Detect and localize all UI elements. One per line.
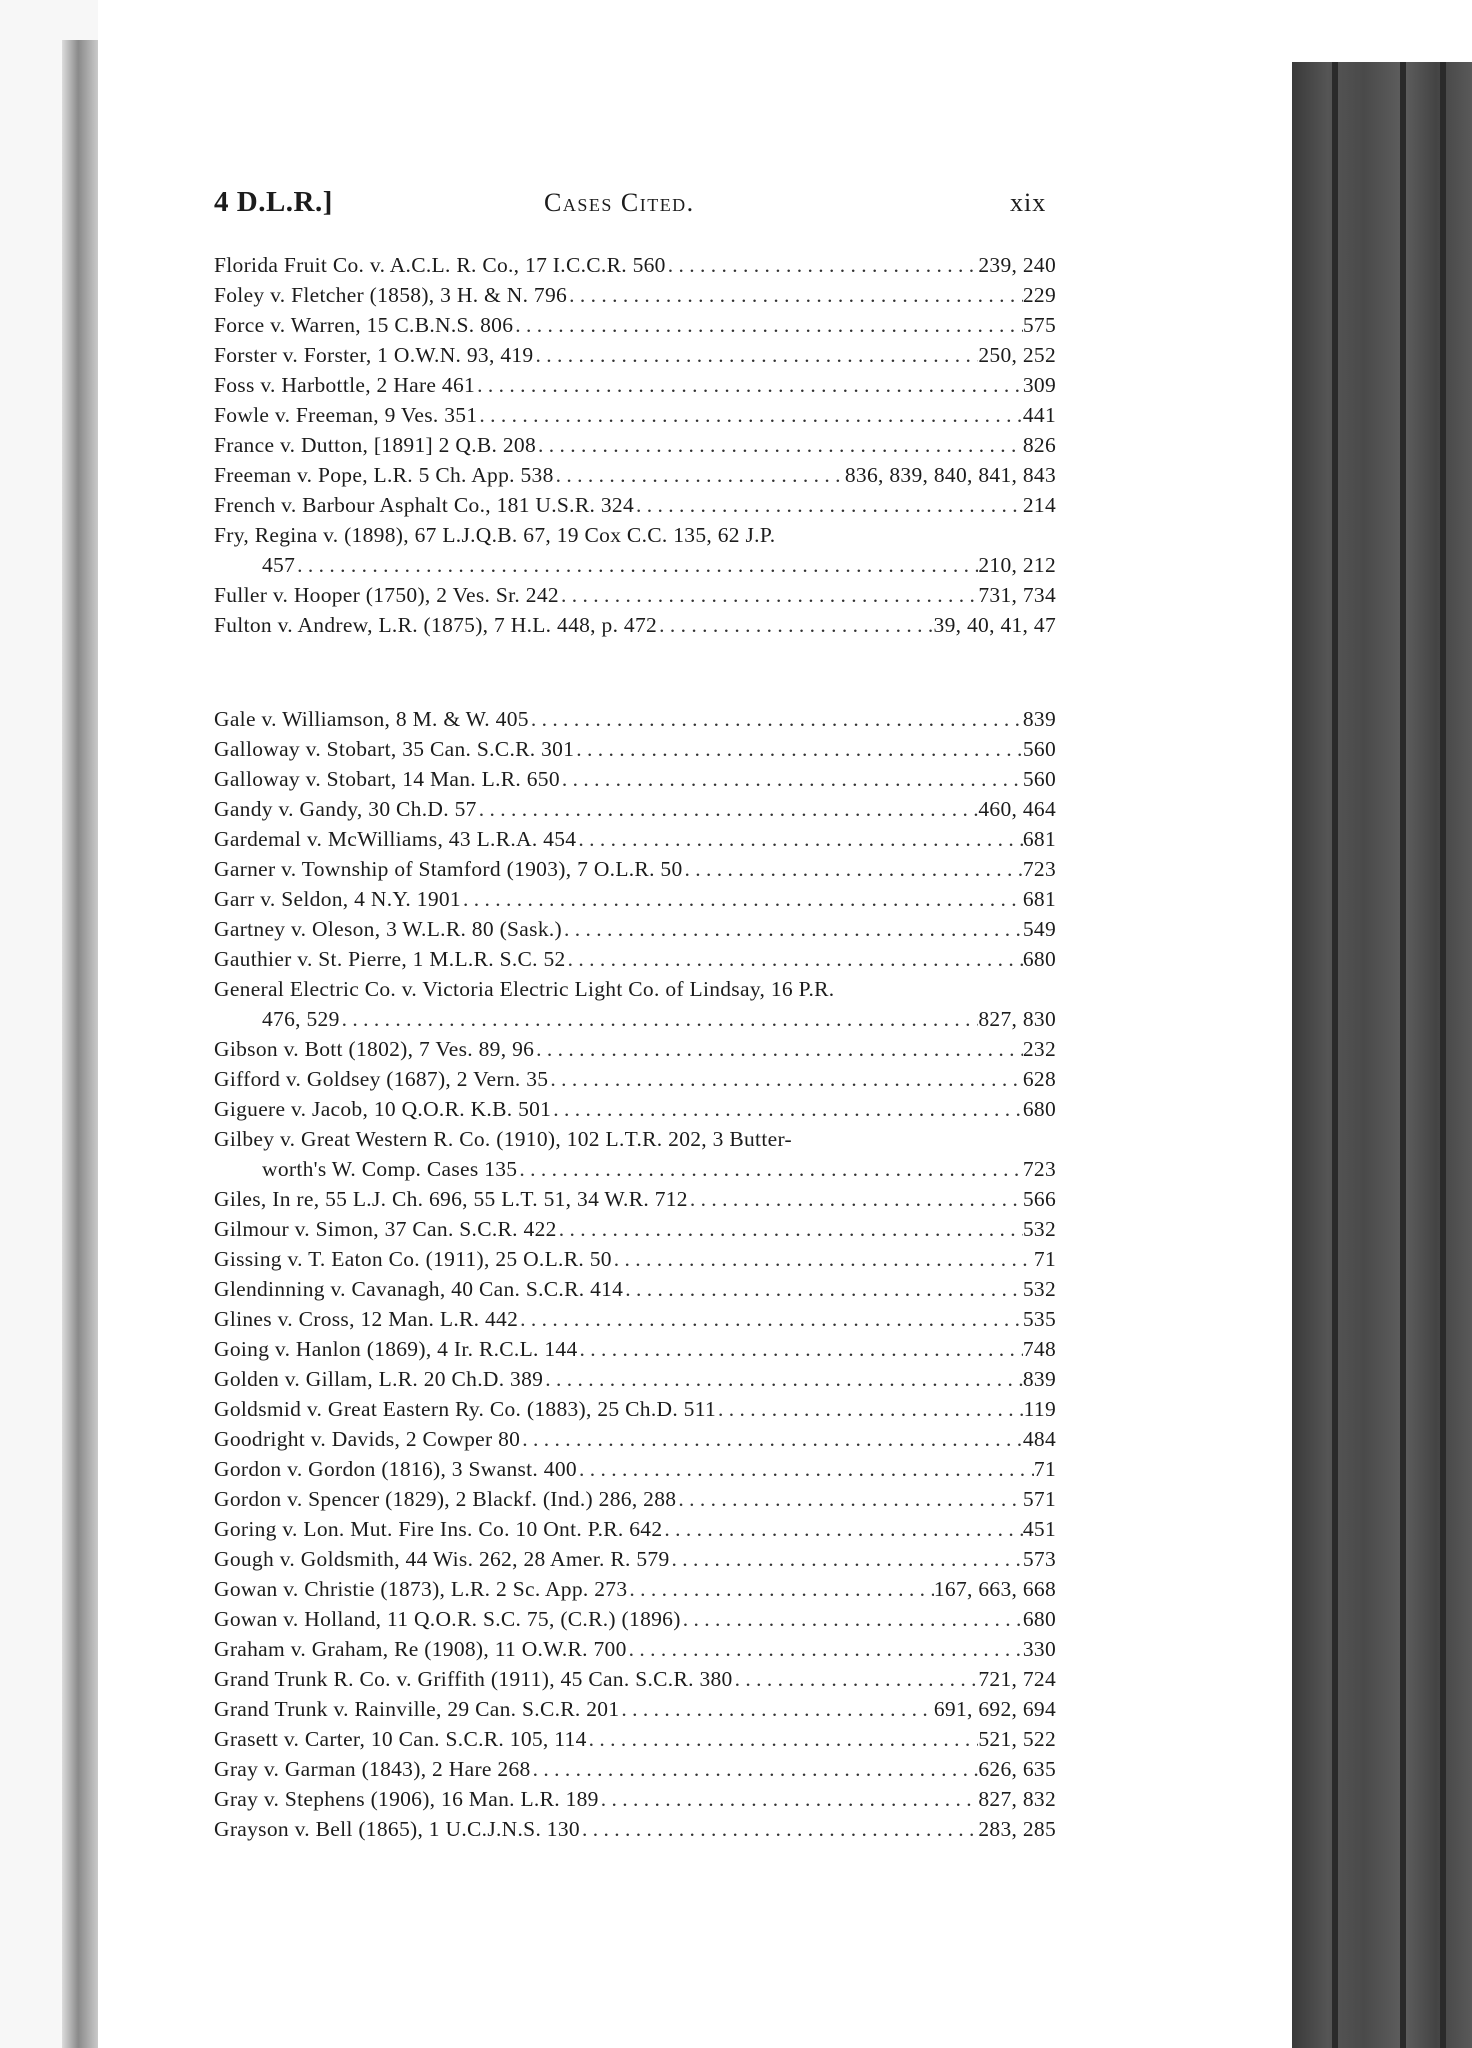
case-name: Gauthier v. St. Pierre, 1 M.L.R. S.C. 52 — [214, 947, 566, 971]
case-name: Gray v. Garman (1843), 2 Hare 268 — [214, 1757, 531, 1781]
dot-leader — [475, 370, 1023, 400]
citation-entry — [214, 764, 1056, 794]
volume-reference: 4 D.L.R.] — [214, 186, 333, 218]
case-name: Gowan v. Christie (1873), L.R. 2 Sc. App. 273 — [214, 1577, 628, 1601]
citation-entry — [214, 1244, 1056, 1274]
dot-leader — [533, 340, 978, 370]
citation-entry — [214, 914, 1056, 944]
case-name: Foley v. Fletcher (1858), 3 H. & N. 796 — [214, 283, 568, 307]
citation-list-g — [214, 704, 1056, 1844]
dot-leader — [461, 884, 1023, 914]
page-references: 626, 635 — [978, 1757, 1056, 1781]
case-name: Gilbey v. Great Western R. Co. (1910), 102 L.T.R. 202, 3 Butter- — [214, 1127, 792, 1151]
citation-entry — [214, 250, 1056, 280]
case-name: Forster v. Forster, 1 O.W.N. 93, 419 — [214, 343, 534, 367]
book-edge — [1292, 0, 1472, 2048]
case-name: Garr v. Seldon, 4 N.Y. 1901 — [214, 887, 461, 911]
citation-entry — [214, 704, 1056, 734]
citation-entry — [214, 734, 1056, 764]
page-references: 167, 663, 668 — [933, 1577, 1056, 1601]
citation-entry — [214, 1574, 1056, 1604]
dot-leader — [623, 1274, 1023, 1304]
dot-leader — [688, 1184, 1023, 1214]
citation-entry — [214, 1694, 1056, 1724]
dot-leader — [566, 944, 1023, 974]
page-references: 39, 40, 41, 47 — [933, 613, 1056, 637]
dot-leader — [619, 1694, 933, 1724]
citation-entry — [214, 280, 1056, 310]
page-references: 731, 734 — [978, 583, 1056, 607]
dot-leader — [612, 1244, 1034, 1274]
case-name: Gilmour v. Simon, 37 Can. S.C.R. 422 — [214, 1217, 557, 1241]
dot-leader — [576, 824, 1023, 854]
dot-leader — [666, 250, 979, 280]
case-name: Grasett v. Carter, 10 Can. S.C.R. 105, 114 — [214, 1727, 587, 1751]
case-name: Gandy v. Gandy, 30 Ch.D. 57 — [214, 797, 477, 821]
page-references: 229 — [1022, 283, 1056, 307]
dot-leader — [548, 1064, 1022, 1094]
citation-entry — [214, 1724, 1056, 1754]
citation-entry — [214, 1364, 1056, 1394]
case-name: Gordon v. Gordon (1816), 3 Swanst. 400 — [214, 1457, 577, 1481]
dot-leader — [529, 704, 1023, 734]
citation-entry — [214, 1184, 1056, 1214]
dot-leader — [560, 764, 1023, 794]
dot-leader — [477, 794, 979, 824]
page-references: 721, 724 — [978, 1667, 1056, 1691]
case-name: Gardemal v. McWilliams, 43 L.R.A. 454 — [214, 827, 577, 851]
book-edge-stripe — [1440, 62, 1446, 2048]
page-references: 451 — [1022, 1517, 1056, 1541]
citation-entry — [214, 1064, 1056, 1094]
case-name: Goodright v. Davids, 2 Cowper 80 — [214, 1427, 521, 1451]
page-references: 535 — [1022, 1307, 1056, 1331]
citation-entry — [214, 1784, 1056, 1814]
case-name: Glines v. Cross, 12 Man. L.R. 442 — [214, 1307, 519, 1331]
case-name: Gibson v. Bott (1802), 7 Ves. 89, 96 — [214, 1037, 535, 1061]
case-name: Freeman v. Pope, L.R. 5 Ch. App. 538 — [214, 463, 554, 487]
page-references: 214 — [1022, 493, 1056, 517]
citation-entry — [214, 1034, 1056, 1064]
case-name: Galloway v. Stobart, 14 Man. L.R. 650 — [214, 767, 560, 791]
page-references: 691, 692, 694 — [933, 1697, 1056, 1721]
page-references: 250, 252 — [978, 343, 1056, 367]
case-name: General Electric Co. v. Victoria Electric Light Co. of Lindsay, 16 P.R. — [214, 977, 835, 1001]
case-name: Garner v. Township of Stamford (1903), 7 O.L.R. 50 — [214, 857, 683, 881]
book-edge-top — [1292, 0, 1472, 62]
page-references: 827, 832 — [978, 1787, 1056, 1811]
page-references: 460, 464 — [978, 797, 1056, 821]
citation-entry — [214, 1634, 1056, 1664]
citation-entry — [214, 1544, 1056, 1574]
case-name: Glendinning v. Cavanagh, 40 Can. S.C.R. 414 — [214, 1277, 624, 1301]
dot-leader — [557, 1214, 1023, 1244]
book-edge-stripe — [1400, 62, 1406, 2048]
page-references: 210, 212 — [978, 553, 1056, 577]
citation-entry — [214, 974, 1056, 1034]
dot-leader — [716, 1394, 1024, 1424]
page-references: 484 — [1022, 1427, 1056, 1451]
case-name: Giles, In re, 55 L.J. Ch. 696, 55 L.T. 51, 34 W.R. 712 — [214, 1187, 688, 1211]
case-name: Grayson v. Bell (1865), 1 U.C.J.N.S. 130 — [214, 1817, 580, 1841]
case-name: Force v. Warren, 15 C.B.N.S. 806 — [214, 313, 514, 337]
dot-leader — [670, 1544, 1023, 1574]
citation-entry — [214, 1304, 1056, 1334]
case-name: Grand Trunk v. Rainville, 29 Can. S.C.R. 201 — [214, 1697, 620, 1721]
citation-entry — [214, 400, 1056, 430]
case-name: Giguere v. Jacob, 10 Q.O.R. K.B. 501 — [214, 1097, 552, 1121]
citation-entry — [214, 340, 1056, 370]
page-references: 560 — [1022, 737, 1056, 761]
page-references: 575 — [1022, 313, 1056, 337]
case-citation-continued: 476, 529 — [262, 1007, 340, 1031]
dot-leader — [657, 610, 933, 640]
citation-list-f — [214, 250, 1056, 640]
page-references: 283, 285 — [978, 1817, 1056, 1841]
page-references: 532 — [1022, 1217, 1056, 1241]
dot-leader — [340, 1004, 979, 1034]
case-name: Gowan v. Holland, 11 Q.O.R. S.C. 75, (C.R.) (1896) — [214, 1607, 681, 1631]
citation-entry — [214, 1124, 1056, 1184]
page-references: 239, 240 — [978, 253, 1056, 277]
page-references: 71 — [1033, 1247, 1056, 1271]
case-name: Gale v. Williamson, 8 M. & W. 405 — [214, 707, 529, 731]
case-name: Galloway v. Stobart, 35 Can. S.C.R. 301 — [214, 737, 575, 761]
case-name: Gordon v. Spencer (1829), 2 Blackf. (Ind.) 286, 288 — [214, 1487, 677, 1511]
page-references: 680 — [1022, 1097, 1056, 1121]
page-references: 549 — [1022, 917, 1056, 941]
case-name: Going v. Hanlon (1869), 4 Ir. R.C.L. 144 — [214, 1337, 578, 1361]
citation-entry — [214, 1454, 1056, 1484]
case-name: Grand Trunk R. Co. v. Griffith (1911), 45 Can. S.C.R. 380 — [214, 1667, 733, 1691]
case-name: Fuller v. Hooper (1750), 2 Ves. Sr. 242 — [214, 583, 559, 607]
page-references: 330 — [1022, 1637, 1056, 1661]
citation-entry — [214, 430, 1056, 460]
citation-entry — [214, 460, 1056, 490]
facing-page-edge — [0, 0, 98, 2048]
citation-entry — [214, 580, 1056, 610]
citation-entry — [214, 944, 1056, 974]
page-references: 521, 522 — [978, 1727, 1056, 1751]
case-citation-continued: 457 — [262, 553, 296, 577]
page-references: 232 — [1022, 1037, 1056, 1061]
case-name: Goring v. Lon. Mut. Fire Ins. Co. 10 Ont. P.R. 642 — [214, 1517, 663, 1541]
dot-leader — [634, 490, 1023, 520]
citation-entry — [214, 1274, 1056, 1304]
case-citation-continued: worth's W. Comp. Cases 135 — [262, 1157, 518, 1181]
page-references: 827, 830 — [978, 1007, 1056, 1031]
dot-leader — [477, 400, 1022, 430]
dot-leader — [562, 914, 1023, 944]
dot-leader — [681, 1604, 1023, 1634]
page-references: 681 — [1022, 887, 1056, 911]
dot-leader — [574, 734, 1023, 764]
page-references: 723 — [1022, 857, 1056, 881]
case-name: Fulton v. Andrew, L.R. (1875), 7 H.L. 448, p. 472 — [214, 613, 658, 637]
case-name: Fry, Regina v. (1898), 67 L.J.Q.B. 67, 19 Cox C.C. 135, 62 J.P. — [214, 523, 776, 547]
case-name: Golden v. Gillam, L.R. 20 Ch.D. 389 — [214, 1367, 544, 1391]
page-references: 681 — [1022, 827, 1056, 851]
citation-entry — [214, 1094, 1056, 1124]
page-references: 560 — [1022, 767, 1056, 791]
case-name: Fowle v. Freeman, 9 Ves. 351 — [214, 403, 478, 427]
dot-leader — [683, 854, 1023, 884]
page-references: 628 — [1022, 1067, 1056, 1091]
case-name: Foss v. Harbottle, 2 Hare 461 — [214, 373, 476, 397]
citation-entry — [214, 1664, 1056, 1694]
citation-entry — [214, 370, 1056, 400]
page-references: 680 — [1022, 1607, 1056, 1631]
page-references: 566 — [1022, 1187, 1056, 1211]
page-references: 441 — [1022, 403, 1056, 427]
page-number: xix — [1010, 188, 1047, 217]
page-references: 723 — [1022, 1157, 1056, 1181]
dot-leader — [517, 1154, 1022, 1184]
dot-leader — [543, 1364, 1023, 1394]
citation-entry — [214, 520, 1056, 580]
dot-leader — [520, 1424, 1023, 1454]
dot-leader — [534, 1034, 1023, 1064]
spine-shadow — [62, 40, 98, 2048]
page-references: 571 — [1022, 1487, 1056, 1511]
dot-leader — [554, 460, 845, 490]
book-edge-stripe — [1332, 62, 1338, 2048]
page-references: 71 — [1033, 1457, 1056, 1481]
dot-leader — [627, 1634, 1023, 1664]
case-name: French v. Barbour Asphalt Co., 181 U.S.R. 324 — [214, 493, 634, 517]
case-name: Gray v. Stephens (1906), 16 Man. L.R. 189 — [214, 1787, 599, 1811]
dot-leader — [295, 550, 978, 580]
dot-leader — [733, 1664, 979, 1694]
dot-leader — [513, 310, 1023, 340]
page-references: 680 — [1022, 947, 1056, 971]
citation-entry — [214, 824, 1056, 854]
dot-leader — [676, 1484, 1023, 1514]
dot-leader — [578, 1334, 1023, 1364]
citation-entry — [214, 310, 1056, 340]
citation-entry — [214, 490, 1056, 520]
dot-leader — [627, 1574, 933, 1604]
case-name: Graham v. Graham, Re (1908), 11 O.W.R. 700 — [214, 1637, 627, 1661]
dot-leader — [662, 1514, 1022, 1544]
case-name: Goldsmid v. Great Eastern Ry. Co. (1883), 25 Ch.D. 511 — [214, 1397, 717, 1421]
citation-entry — [214, 610, 1056, 640]
citation-entry — [214, 1394, 1056, 1424]
case-name: Gissing v. T. Eaton Co. (1911), 25 O.L.R. 50 — [214, 1247, 612, 1271]
case-name: Gifford v. Goldsey (1687), 2 Vern. 35 — [214, 1067, 549, 1091]
citation-entry — [214, 1514, 1056, 1544]
page-references: 839 — [1022, 707, 1056, 731]
case-name: Gartney v. Oleson, 3 W.L.R. 80 (Sask.) — [214, 917, 562, 941]
citation-entry — [214, 1604, 1056, 1634]
citation-entry — [214, 1424, 1056, 1454]
citation-entry — [214, 794, 1056, 824]
citation-entry — [214, 884, 1056, 914]
dot-leader — [559, 580, 978, 610]
citation-entry — [214, 1484, 1056, 1514]
dot-leader — [536, 430, 1023, 460]
dot-leader — [531, 1754, 979, 1784]
page-references: 532 — [1022, 1277, 1056, 1301]
citation-entry — [214, 1334, 1056, 1364]
dot-leader — [580, 1814, 978, 1844]
case-name: Florida Fruit Co. v. A.C.L. R. Co., 17 I.C.C.R. 560 — [214, 253, 666, 277]
citation-entry — [214, 854, 1056, 884]
page-title: Cases Cited. — [544, 188, 695, 217]
dot-leader — [577, 1454, 1034, 1484]
page-references: 826 — [1022, 433, 1056, 457]
dot-leader — [518, 1304, 1023, 1334]
page-references: 309 — [1022, 373, 1056, 397]
case-name: France v. Dutton, [1891] 2 Q.B. 208 — [214, 433, 537, 457]
case-name: Gough v. Goldsmith, 44 Wis. 262, 28 Amer. R. 579 — [214, 1547, 670, 1571]
dot-leader — [551, 1094, 1023, 1124]
page-references: 748 — [1022, 1337, 1056, 1361]
page-references: 119 — [1023, 1397, 1056, 1421]
page-references: 573 — [1022, 1547, 1056, 1571]
page-references: 839 — [1022, 1367, 1056, 1391]
citation-entry — [214, 1214, 1056, 1244]
dot-leader — [587, 1724, 979, 1754]
citation-entry — [214, 1814, 1056, 1844]
page-references: 836, 839, 840, 841, 843 — [844, 463, 1056, 487]
citation-entry — [214, 1754, 1056, 1784]
dot-leader — [567, 280, 1023, 310]
dot-leader — [599, 1784, 979, 1814]
